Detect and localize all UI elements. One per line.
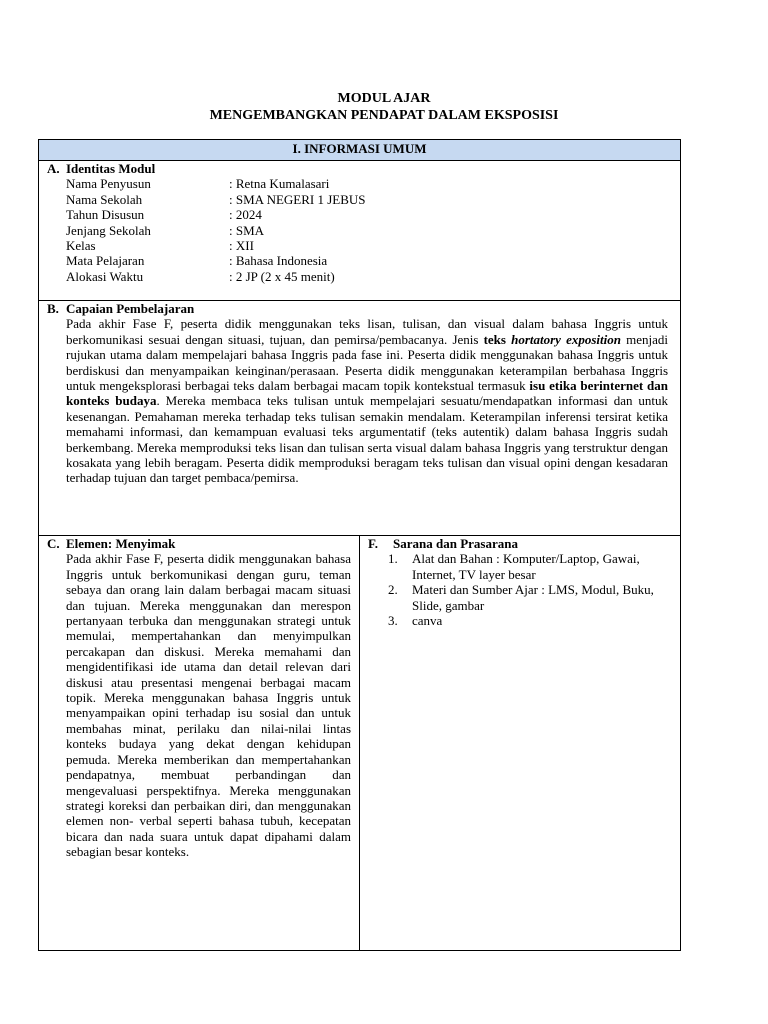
capaian-paragraph [39, 316, 680, 485]
identity-row-penyusun [39, 176, 680, 191]
elemen-menyimak-title [39, 536, 359, 551]
sarana-prasarana-title [360, 536, 680, 551]
identitas-modul-section [39, 161, 680, 301]
info-table [38, 139, 681, 951]
identitas-modul-title [39, 161, 680, 176]
identity-label: Tahun Disusun [66, 207, 145, 223]
list-item [388, 551, 670, 582]
identity-row-mapel [39, 253, 680, 268]
list-item [388, 582, 670, 613]
section-header-informasi-umum: I. INFORMASI UMUM [39, 140, 680, 161]
capaian-pembelajaran-title [39, 301, 680, 316]
document-title [0, 90, 768, 124]
capaian-bold-1: teks [483, 331, 512, 347]
capaian-text-1: Pada akhir Fase F, peserta didik menggunakan teks lisan, tulisan, dan visual dalam bahasa Inggris untuk berkomunikasi sesuai dengan situasi, tujuan, dan pemirsa/pembacanya. Jenis [66, 316, 668, 347]
section-letter: A. [47, 161, 60, 176]
identity-label: Nama Penyusun [66, 176, 151, 192]
elemen-menyimak-section [39, 536, 360, 950]
section-letter: F. [368, 536, 378, 551]
list-item-text: Alat dan Bahan : Komputer/Laptop, Gawai, Internet, TV layer besar [412, 551, 640, 582]
list-item-text: Materi dan Sumber Ajar : LMS, Modul, Buku, Slide, gambar [412, 582, 654, 613]
identity-label: Jenjang Sekolah [66, 222, 151, 238]
identity-value: : Bahasa Indonesia [229, 253, 328, 269]
identity-label: Alokasi Waktu [66, 268, 144, 284]
title-line-1: MODUL AJAR [337, 91, 431, 106]
identity-label: Kelas [66, 238, 96, 254]
list-item [388, 613, 670, 628]
identity-value: : XII [229, 238, 254, 254]
section-title-text: Identitas Modul [66, 161, 156, 176]
section-title-text: Sarana dan Prasarana [393, 536, 518, 551]
section-letter: C. [47, 536, 60, 551]
list-item-text: canva [412, 613, 443, 629]
identity-label: Nama Sekolah [66, 191, 143, 207]
list-item-number: 3. [388, 613, 398, 629]
capaian-text-3: . Mereka membaca teks tulisan untuk mempelajari sesuatu/mendapatkan informasi dan untuk kesenangan. Pemahaman mereka terhadap teks tulisan semakin mendalam. Keterampilan inferensi tersirat ketika memahami informasi, dan kemampuan evaluasi teks argumentatif (teks autentik) dalam bahasa Inggris sudah berkembang. Mereka memproduksi teks lisan dan tulisan serta visual dalam bahasa Inggris yang terstruktur dengan kosakata yang lebih beragam. Peserta didik memproduksi beragam teks tulisan dan visual opini dengan kesadaran terhadap tujuan dan target pembaca/pemirsa. [66, 393, 669, 486]
bottom-row [39, 536, 680, 950]
identity-row-sekolah [39, 192, 680, 207]
identity-row-kelas [39, 238, 680, 253]
section-title-text: Elemen: Menyimak [66, 536, 176, 551]
list-item-number: 2. [388, 582, 398, 598]
identity-row-alokasi [39, 269, 680, 284]
capaian-text-2: menjadi rujukan utama dalam mempelajari bahasa Inggris pada fase ini. Peserta didik menggunakan bahasa Inggris untuk berdiskusi dan menyampaikan keinginan/perasaan. Peserta didik menggunakan keterampilan berbahasa Inggris untuk mengeksplorasi berbagai teks dalam berbagai macam topik kontekstual termasuk [66, 331, 668, 394]
identity-value: : Retna Kumalasari [229, 176, 330, 192]
identity-value: : 2 JP (2 x 45 menit) [229, 268, 335, 284]
identity-value: : 2024 [229, 207, 262, 223]
identity-value: : SMA NEGERI 1 JEBUS [229, 191, 366, 207]
section-letter: B. [47, 301, 59, 316]
capaian-pembelajaran-section [39, 301, 680, 536]
identity-row-tahun [39, 207, 680, 222]
identity-row-jenjang [39, 223, 680, 238]
elemen-paragraph: Pada akhir Fase F, peserta didik menggunakan bahasa Inggris untuk berkomunikasi dengan guru, teman sebaya dan orang lain dalam berbagai macam situasi dan tujuan. Mereka menggunakan dan merespon pertanyaan terbuka dan menggunakan strategi untuk memulai, mempertahankan dan menyimpulkan percakapan dan diskusi. Mereka memahami dan mengidentifikasi ide utama dan detail relevan dari diskusi atau presentasi mengenai berbagai macam topik. Mereka menggunakan bahasa Inggris untuk menyampaikan opini terhadap isu sosial dan untuk membahas minat, perilaku dan nilai-nilai lintas konteks budaya yang dekat dengan kehidupan pemuda. Mereka memberikan dan mempertahankan pendapatnya, membuat perbandingan dan mengevaluasi perspektifnya. Mereka menggunakan strategi koreksi dan perbaikan diri, dan menggunakan elemen non- verbal seperti bahasa tubuh, kecepatan bicara dan nada suara untuk dapat dipahami dalam sebagian besar konteks. [66, 551, 351, 860]
capaian-bold-italic-1: hortatory exposition [511, 331, 621, 347]
sarana-list [360, 551, 680, 628]
identity-label: Mata Pelajaran [66, 253, 145, 269]
capaian-bold-2: isu etika berinternet dan konteks budaya [66, 378, 668, 409]
title-line-2: MENGEMBANGKAN PENDAPAT DALAM EKSPOSISI [209, 108, 559, 123]
section-title-text: Capaian Pembelajaran [66, 301, 195, 316]
identity-value: : SMA [229, 222, 265, 238]
list-item-number: 1. [388, 551, 398, 567]
sarana-prasarana-section [360, 536, 680, 950]
